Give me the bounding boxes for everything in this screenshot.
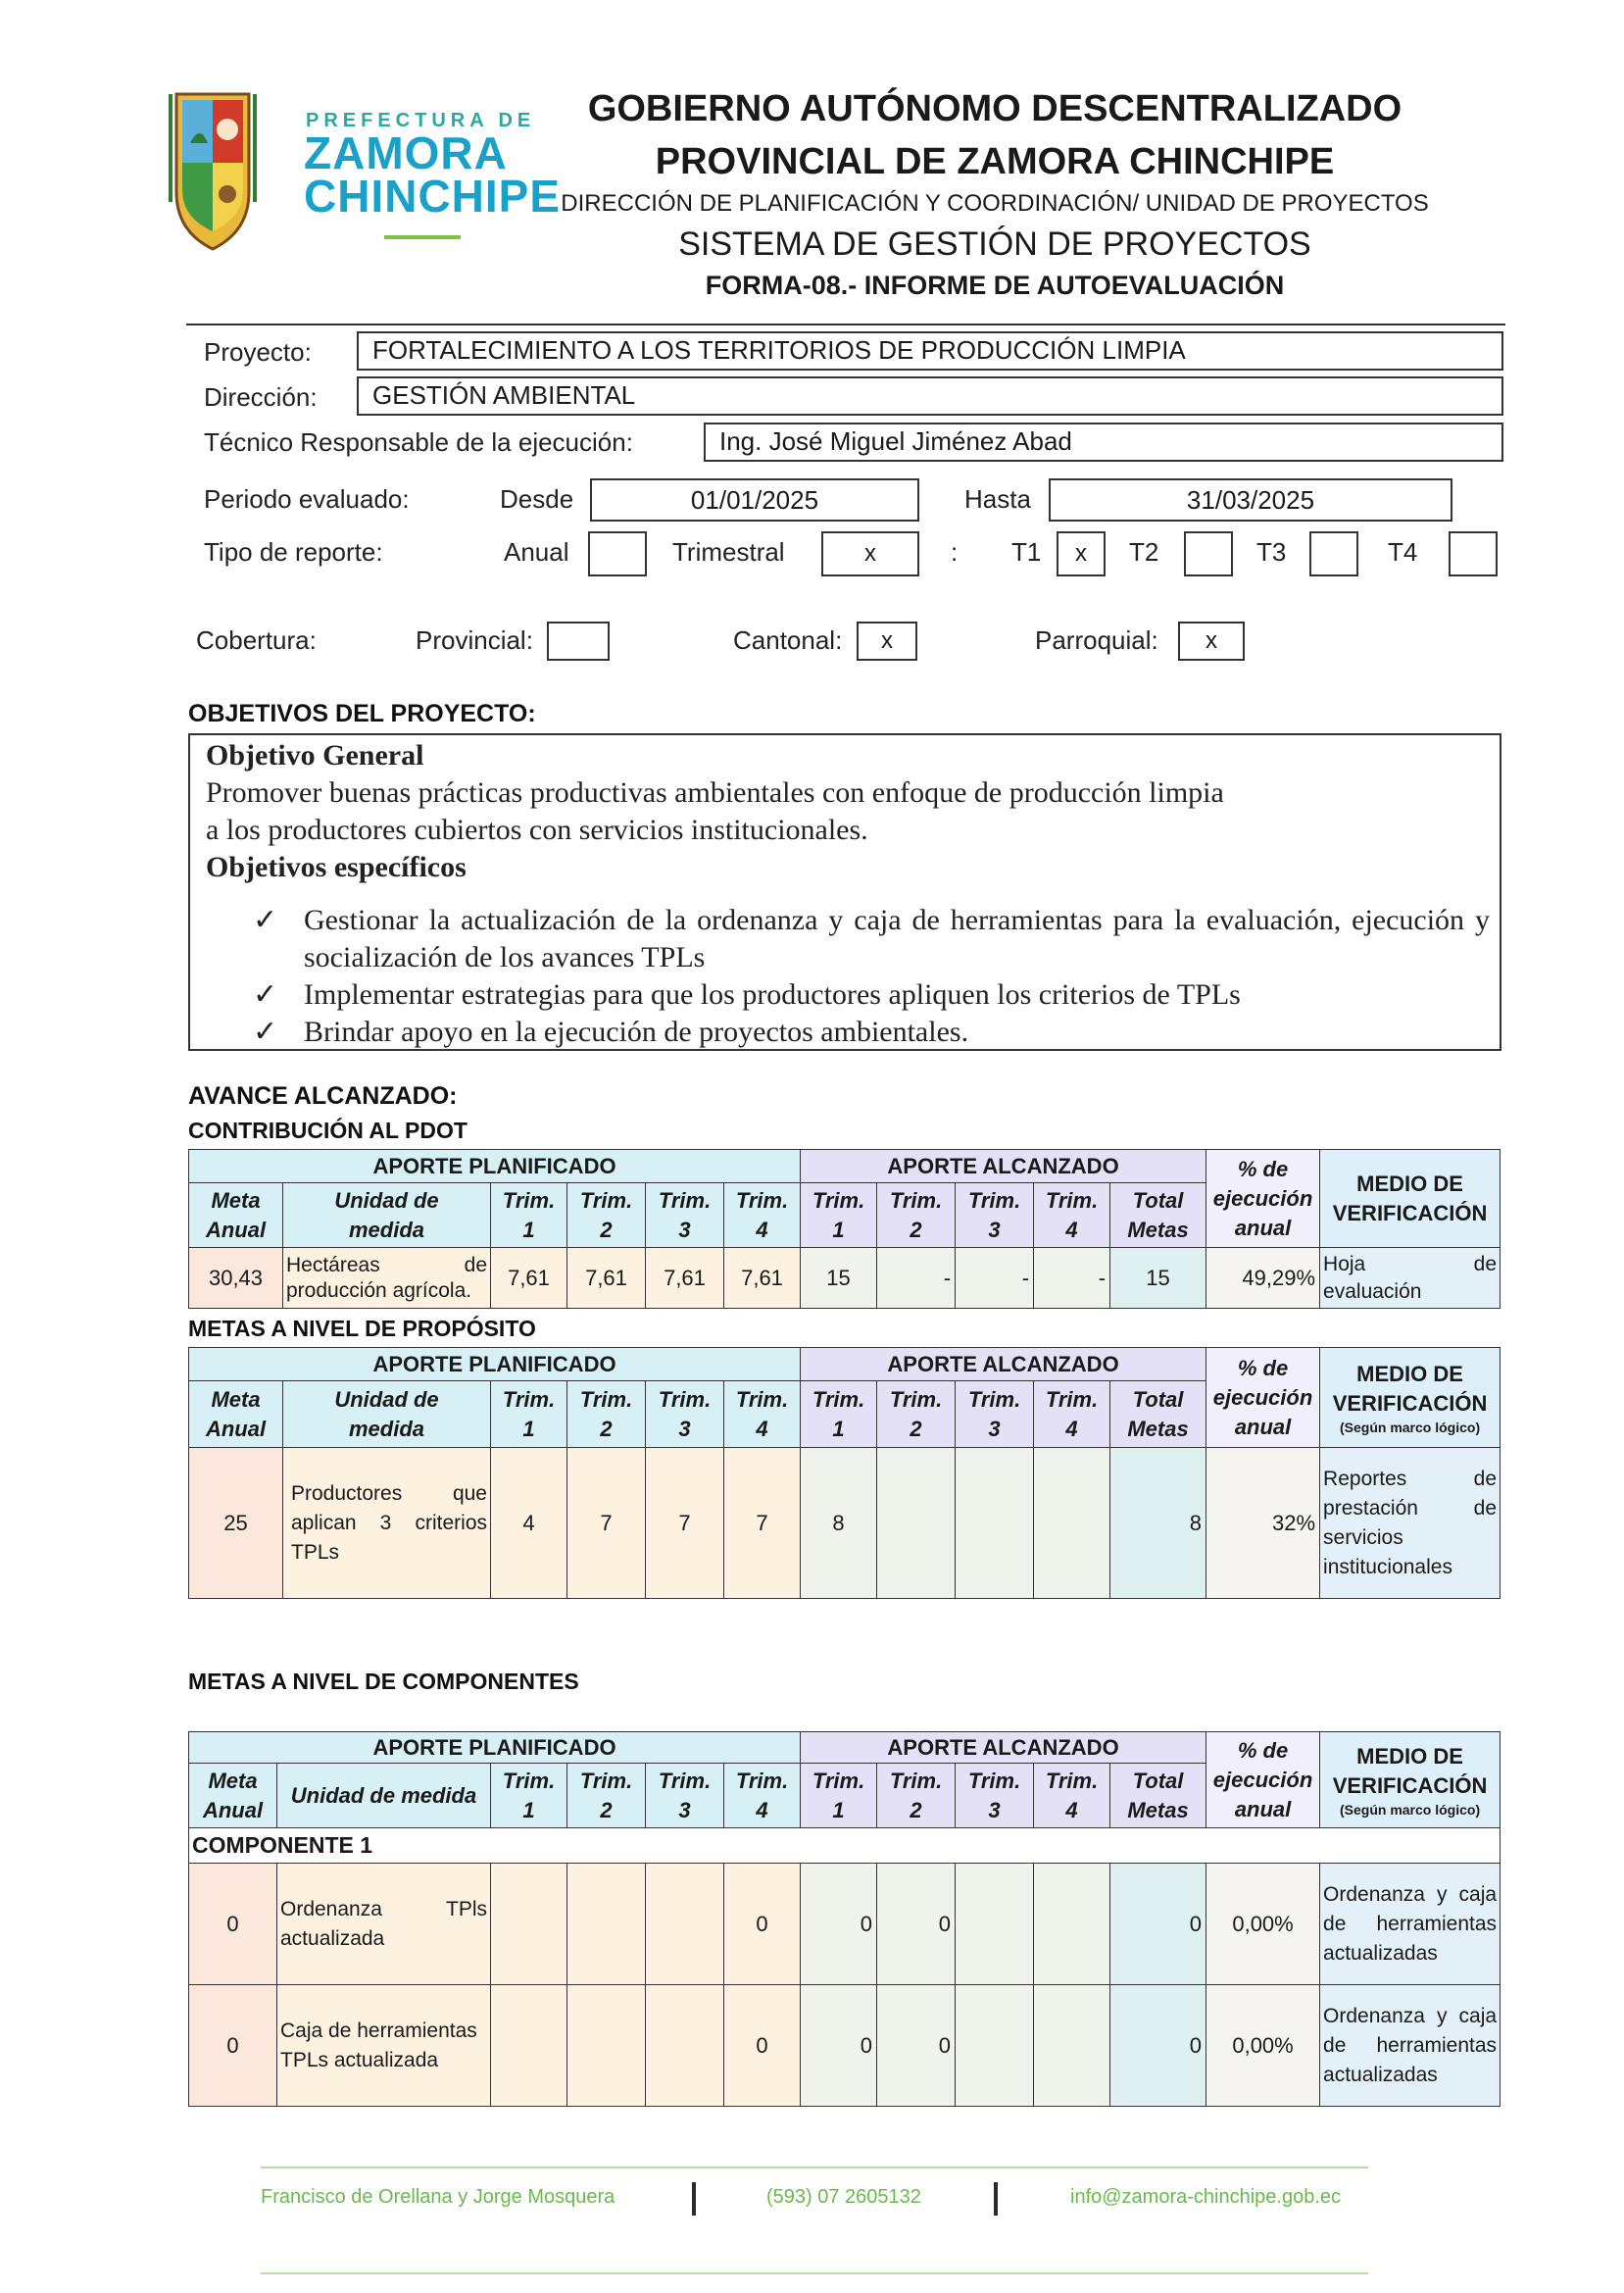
specific-objective-text: Gestionar la actualización de la ordenanza y caja de herramientas para la evaluación, ejecución y socialización de los avances TPLs: [304, 904, 1490, 973]
header-line: 4: [756, 1217, 768, 1242]
header-line: Trim.: [735, 1386, 789, 1412]
plan-trim-4-cell: 0: [724, 1864, 801, 1985]
header-line: 1: [522, 1217, 535, 1242]
alc-trim-2-cell: -: [877, 1248, 956, 1309]
alc-trim-2-cell: 0: [877, 1864, 956, 1985]
header-line: Total: [1132, 1187, 1184, 1213]
header-line: Trim.: [658, 1187, 712, 1213]
header-line: ejecución: [1212, 1384, 1313, 1410]
header-line: Anual: [205, 1416, 267, 1441]
alc-trim-2-cell: [877, 1448, 956, 1599]
department-subtitle: DIRECCIÓN DE PLANIFICACIÓN Y COORDINACIÓN/ UNIDAD DE PROYECTOS: [561, 190, 1429, 217]
logo-subtitle: PREFECTURA DE: [306, 110, 536, 131]
proposito-section-title: METAS A NIVEL DE PROPÓSITO: [188, 1316, 536, 1341]
alc-trim-1-cell: 8: [801, 1448, 877, 1599]
header-line: VERIFICACIÓN: [1332, 1390, 1488, 1416]
plan-trim-2-header: [567, 1381, 646, 1448]
header-line: 2: [910, 1797, 922, 1822]
footer-separator: [994, 2182, 998, 2216]
verification-header: [1320, 1348, 1501, 1448]
desde-field[interactable]: 01/01/2025: [590, 478, 919, 522]
plan-trim-1-header: [491, 1381, 567, 1448]
pct-header-line: ejecución: [1212, 1185, 1313, 1211]
header-line: Trim.: [658, 1386, 712, 1412]
specific-objective-text: Brindar apoyo en la ejecución de proyectos ambientales.: [304, 1016, 969, 1048]
alc-trim-1-cell: 0: [801, 1864, 877, 1985]
header-line: % de: [1237, 1737, 1289, 1763]
proyecto-field[interactable]: FORTALECIMIENTO A LOS TERRITORIOS DE PRODUCCIÓN LIMPIA: [357, 331, 1503, 371]
plan-trim-4-cell: 7,61: [724, 1248, 801, 1309]
plan-trim-3-cell: [646, 1985, 724, 2107]
t3-checkbox[interactable]: [1309, 531, 1358, 576]
pct-cell: 32%: [1206, 1448, 1320, 1599]
meta-cell: 0: [189, 1985, 277, 2107]
componentes-section-title: METAS A NIVEL DE COMPONENTES: [188, 1669, 579, 1694]
total-header: [1110, 1381, 1206, 1448]
periodo-label: Periodo evaluado:: [204, 484, 410, 514]
meta-cell: 30,43: [189, 1248, 283, 1309]
hasta-field[interactable]: 31/03/2025: [1049, 478, 1452, 522]
meta-cell: 25: [189, 1448, 283, 1599]
unidad-header: Unidad de medida: [277, 1764, 491, 1828]
t4-checkbox[interactable]: [1449, 531, 1498, 576]
header-line: MEDIO DE: [1356, 1361, 1463, 1386]
header-line: anual: [1234, 1796, 1292, 1821]
pct-cell: 49,29%: [1206, 1248, 1320, 1309]
unidad-header: [283, 1183, 491, 1248]
header-line: Trim.: [735, 1187, 789, 1213]
header-line: Trim.: [502, 1187, 556, 1213]
header-line: Metas: [1127, 1217, 1189, 1242]
alc-trim-1-header: [801, 1381, 877, 1448]
alc-trim-4-header: [1034, 1381, 1110, 1448]
proposito-table: [188, 1347, 1501, 1599]
tipo-colon: :: [951, 537, 959, 567]
header-line: Trim.: [967, 1386, 1021, 1412]
header-line: 3: [678, 1797, 691, 1822]
total-cell: 0: [1110, 1864, 1206, 1985]
plan-trim-1-cell: 7,61: [491, 1248, 567, 1309]
header-line: 1: [522, 1797, 535, 1822]
table-row: [189, 1864, 1501, 1985]
header-line: Total: [1132, 1768, 1184, 1793]
header-line: Trim.: [812, 1386, 865, 1412]
header-line: 1: [832, 1797, 845, 1822]
anual-label: Anual: [504, 537, 569, 567]
plan-trim-1-cell: [491, 1864, 567, 1985]
plan-trim-2-cell: 7: [567, 1448, 646, 1599]
plan-trim-1-cell: [491, 1985, 567, 2107]
alc-trim-4-cell: [1034, 1864, 1110, 1985]
header-line: Unidad de: [334, 1386, 439, 1412]
header-line: Meta: [211, 1386, 261, 1412]
prefecture-shield-logo: [169, 84, 257, 259]
alc-trim-4-header: [1034, 1183, 1110, 1248]
general-objective-line-1: Promover buenas prácticas productivas ambientales con enfoque de producción limpia: [206, 776, 1224, 809]
objectives-section-title: OBJETIVOS DEL PROYECTO:: [188, 700, 536, 727]
verification-cell: Ordenanza y caja de herramientas actualizadas: [1320, 1985, 1501, 2107]
header-line: Trim.: [812, 1768, 865, 1793]
direccion-label: Dirección:: [204, 382, 318, 412]
tipo-label: Tipo de reporte:: [204, 537, 383, 567]
plan-trim-1-header: [491, 1183, 567, 1248]
verification-cell: Ordenanza y caja de herramientas actualizadas: [1320, 1864, 1501, 1985]
alc-trim-3-header: [956, 1183, 1034, 1248]
header-line: Trim.: [889, 1768, 943, 1793]
pct-header-line: anual: [1234, 1215, 1292, 1240]
pct-header: [1206, 1150, 1320, 1248]
header-line: Trim.: [579, 1187, 633, 1213]
trimestral-checkbox[interactable]: x: [821, 531, 919, 576]
alc-trim-1-header: [801, 1764, 877, 1828]
meta-header: [189, 1381, 283, 1448]
header-line: Trim.: [967, 1187, 1021, 1213]
meta-header: [189, 1764, 277, 1828]
meta-header: [189, 1183, 283, 1248]
total-header: [1110, 1183, 1206, 1248]
pct-header-line: % de: [1237, 1156, 1289, 1181]
title-line-2: PROVINCIAL DE ZAMORA CHINCHIPE: [655, 141, 1335, 182]
header-line: Trim.: [579, 1768, 633, 1793]
header-line: Trim.: [889, 1386, 943, 1412]
header-line: 1: [522, 1416, 535, 1441]
unidad-cell: [283, 1248, 491, 1309]
plan-trim-2-cell: 7,61: [567, 1248, 646, 1309]
alc-trim-4-cell: [1034, 1985, 1110, 2107]
specific-objectives-title: Objetivos específicos: [206, 851, 467, 883]
objectives-box: [188, 733, 1501, 1051]
header-line: Trim.: [658, 1768, 712, 1793]
system-title: SISTEMA DE GESTIÓN DE PROYECTOS: [678, 225, 1311, 263]
table-row: [189, 1448, 1501, 1599]
table-row: [189, 1985, 1501, 2107]
header-line: 4: [756, 1416, 768, 1441]
header-line: Trim.: [502, 1768, 556, 1793]
unidad-line: Hectáreas de: [286, 1253, 487, 1276]
alc-trim-2-cell: 0: [877, 1985, 956, 2107]
logo-word-zamora: ZAMORA: [304, 127, 508, 178]
header-line: medida: [348, 1416, 425, 1441]
alc-trim-2-header: [877, 1764, 956, 1828]
hasta-label: Hasta: [964, 484, 1031, 514]
header-line: VERIFICACIÓN: [1332, 1772, 1488, 1798]
header-line: 4: [756, 1797, 768, 1822]
verification-cell: Hoja de evaluación: [1320, 1248, 1501, 1309]
t1-label: T1: [1011, 537, 1042, 567]
alc-trim-3-cell: [956, 1985, 1034, 2107]
header-line: Metas: [1127, 1797, 1189, 1822]
header-line: 2: [910, 1217, 922, 1242]
header-line: 2: [600, 1416, 613, 1441]
verification-cell: Reportes de prestación de servicios institucionales: [1320, 1448, 1501, 1599]
unidad-cell: Caja de herramientas TPLs actualizada: [277, 1985, 491, 2107]
header-line: 1: [832, 1217, 845, 1242]
plan-trim-3-cell: [646, 1864, 724, 1985]
header-line: Meta: [208, 1768, 258, 1793]
header-line: Trim.: [1045, 1187, 1099, 1213]
header-line: 3: [988, 1797, 1001, 1822]
footer-address: Francisco de Orellana y Jorge Mosquera: [261, 2186, 615, 2208]
header-line: ejecución: [1212, 1767, 1313, 1792]
footer-phone: (593) 07 2605132: [766, 2186, 921, 2208]
plan-trim-3-cell: 7,61: [646, 1248, 724, 1309]
alc-trim-4-header: [1034, 1764, 1110, 1828]
proyecto-label: Proyecto:: [204, 337, 312, 367]
alc-trim-4-cell: [1034, 1448, 1110, 1599]
header-line: 3: [678, 1217, 691, 1242]
header-line: Anual: [205, 1217, 267, 1242]
header-line: Trim.: [812, 1187, 865, 1213]
plan-trim-1-cell: 4: [491, 1448, 567, 1599]
verification-header-line: VERIFICACIÓN: [1332, 1200, 1488, 1225]
alc-trim-2-header: [877, 1183, 956, 1248]
header-line: 2: [600, 1217, 613, 1242]
component-label: COMPONENTE 1: [189, 1828, 1501, 1864]
pdot-table: [188, 1149, 1501, 1309]
header-line: Meta: [211, 1187, 261, 1213]
pct-header: [1206, 1348, 1320, 1448]
checkmark-icon: ✓: [253, 978, 278, 1011]
tecnico-field[interactable]: Ing. José Miguel Jiménez Abad: [704, 423, 1503, 462]
title-line-1: GOBIERNO AUTÓNOMO DESCENTRALIZADO: [587, 88, 1403, 129]
aporte-planificado-header: APORTE PLANIFICADO: [189, 1348, 801, 1381]
plan-trim-3-cell: 7: [646, 1448, 724, 1599]
header-divider: [186, 324, 1505, 325]
trimestral-label: Trimestral: [672, 537, 785, 567]
header-line: Trim.: [889, 1187, 943, 1213]
plan-trim-2-header: [567, 1183, 646, 1248]
header-note: (Según marco lógico): [1339, 1801, 1481, 1818]
plan-trim-2-cell: [567, 1864, 646, 1985]
unidad-cell: Productores que aplican 3 criterios TPLs: [283, 1448, 491, 1599]
alc-trim-2-header: [877, 1381, 956, 1448]
header-line: 2: [910, 1416, 922, 1441]
footer-bottom-line: [261, 2272, 1368, 2274]
plan-trim-3-header: [646, 1764, 724, 1828]
t3-label: T3: [1256, 537, 1287, 567]
aporte-alcanzado-header: APORTE ALCANZADO: [801, 1732, 1206, 1764]
shield-icon: [169, 84, 257, 259]
header-line: Trim.: [967, 1768, 1021, 1793]
alc-trim-3-cell: [956, 1864, 1034, 1985]
header-line: 1: [832, 1416, 845, 1441]
parroquial-label: Parroquial:: [1035, 625, 1158, 655]
unidad-header: [283, 1381, 491, 1448]
cobertura-label: Cobertura:: [196, 625, 317, 655]
total-cell: 0: [1110, 1985, 1206, 2107]
verification-header: [1320, 1150, 1501, 1248]
direccion-field[interactable]: GESTIÓN AMBIENTAL: [357, 376, 1503, 416]
header-line: Trim.: [1045, 1386, 1099, 1412]
header-line: 2: [600, 1797, 613, 1822]
total-cell: 8: [1110, 1448, 1206, 1599]
plan-trim-3-header: [646, 1381, 724, 1448]
header-line: % de: [1237, 1355, 1289, 1380]
header-line: Metas: [1127, 1416, 1189, 1441]
alc-trim-4-cell: -: [1034, 1248, 1110, 1309]
aporte-alcanzado-header: APORTE ALCANZADO: [801, 1348, 1206, 1381]
general-objective-title: Objetivo General: [206, 739, 424, 772]
alc-trim-1-cell: 0: [801, 1985, 877, 2107]
plan-trim-1-header: [491, 1764, 567, 1828]
t2-label: T2: [1129, 537, 1159, 567]
header-line: anual: [1234, 1414, 1292, 1439]
logo-word-chinchipe: CHINCHIPE: [304, 171, 562, 222]
header-line: 3: [988, 1416, 1001, 1441]
plan-trim-4-header: [724, 1381, 801, 1448]
meta-cell: 0: [189, 1864, 277, 1985]
total-header: [1110, 1764, 1206, 1828]
pct-cell: 0,00%: [1206, 1985, 1320, 2107]
pct-header: [1206, 1732, 1320, 1828]
total-cell: 15: [1110, 1248, 1206, 1309]
general-objective-line-2: a los productores cubiertos con servicios institucionales.: [206, 814, 868, 846]
alc-trim-3-header: [956, 1381, 1034, 1448]
t4-label: T4: [1388, 537, 1418, 567]
header-line: Anual: [202, 1797, 264, 1822]
specific-objective-text: Implementar estrategias para que los productores apliquen los criterios de TPLs: [304, 978, 1241, 1011]
verification-header-line: MEDIO DE: [1356, 1171, 1463, 1196]
plan-trim-4-cell: 7: [724, 1448, 801, 1599]
componentes-table: [188, 1731, 1501, 2107]
header-line: Trim.: [1045, 1768, 1099, 1793]
desde-label: Desde: [500, 484, 574, 514]
header-line: medida: [348, 1217, 425, 1242]
provincial-checkbox[interactable]: [547, 622, 610, 661]
header-line: Trim.: [579, 1386, 633, 1412]
pct-cell: 0,00%: [1206, 1864, 1320, 1985]
anual-checkbox[interactable]: [588, 531, 647, 576]
verification-header: [1320, 1732, 1501, 1828]
plan-trim-4-cell: 0: [724, 1985, 801, 2107]
footer-separator: [692, 2182, 696, 2216]
plan-trim-3-header: [646, 1183, 724, 1248]
footer-email[interactable]: info@zamora-chinchipe.gob.ec: [1070, 2186, 1342, 2208]
header-line: 3: [678, 1416, 691, 1441]
checkmark-icon: ✓: [253, 1016, 278, 1048]
header-note: (Según marco lógico): [1339, 1419, 1481, 1435]
checkmark-icon: ✓: [253, 904, 278, 936]
page-title: [529, 82, 1460, 188]
alc-trim-1-header: [801, 1183, 877, 1248]
aporte-planificado-header: APORTE PLANIFICADO: [189, 1150, 801, 1183]
plan-trim-4-header: [724, 1183, 801, 1248]
t2-checkbox[interactable]: [1184, 531, 1233, 576]
header-line: 4: [1065, 1217, 1078, 1242]
alc-trim-3-cell: -: [956, 1248, 1034, 1309]
plan-trim-2-header: [567, 1764, 646, 1828]
unidad-cell: Ordenanza TPls actualizada: [277, 1864, 491, 1985]
header-line: 4: [1065, 1416, 1078, 1441]
alc-trim-3-cell: [956, 1448, 1034, 1599]
header-line: 3: [988, 1217, 1001, 1242]
plan-trim-4-header: [724, 1764, 801, 1828]
aporte-alcanzado-header: APORTE ALCANZADO: [801, 1150, 1206, 1183]
alc-trim-1-cell: 15: [801, 1248, 877, 1309]
pdot-section-title: CONTRIBUCIÓN AL PDOT: [188, 1118, 468, 1143]
header-line: 4: [1065, 1797, 1078, 1822]
logo-wordmark: [304, 127, 562, 222]
form-title: FORMA-08.- INFORME DE AUTOEVALUACIÓN: [705, 271, 1285, 300]
aporte-planificado-header: APORTE PLANIFICADO: [189, 1732, 801, 1764]
header-line: Unidad de: [334, 1187, 439, 1213]
header-line: Total: [1132, 1386, 1184, 1412]
alc-trim-3-header: [956, 1764, 1034, 1828]
t1-checkbox[interactable]: x: [1057, 531, 1106, 576]
header-line: Trim.: [735, 1768, 789, 1793]
footer-top-line: [261, 2167, 1368, 2168]
cantonal-label: Cantonal:: [733, 625, 843, 655]
header-line: MEDIO DE: [1356, 1743, 1463, 1769]
header-line: Trim.: [502, 1386, 556, 1412]
cantonal-checkbox[interactable]: x: [857, 622, 917, 661]
unidad-line: producción agrícola.: [286, 1278, 472, 1302]
table-row: [189, 1248, 1501, 1309]
tecnico-label: Técnico Responsable de la ejecución:: [204, 427, 633, 457]
logo-underline: [384, 235, 461, 239]
plan-trim-2-cell: [567, 1985, 646, 2107]
avance-section-title: AVANCE ALCANZADO:: [188, 1082, 458, 1110]
provincial-label: Provincial:: [416, 625, 533, 655]
parroquial-checkbox[interactable]: x: [1178, 622, 1245, 661]
